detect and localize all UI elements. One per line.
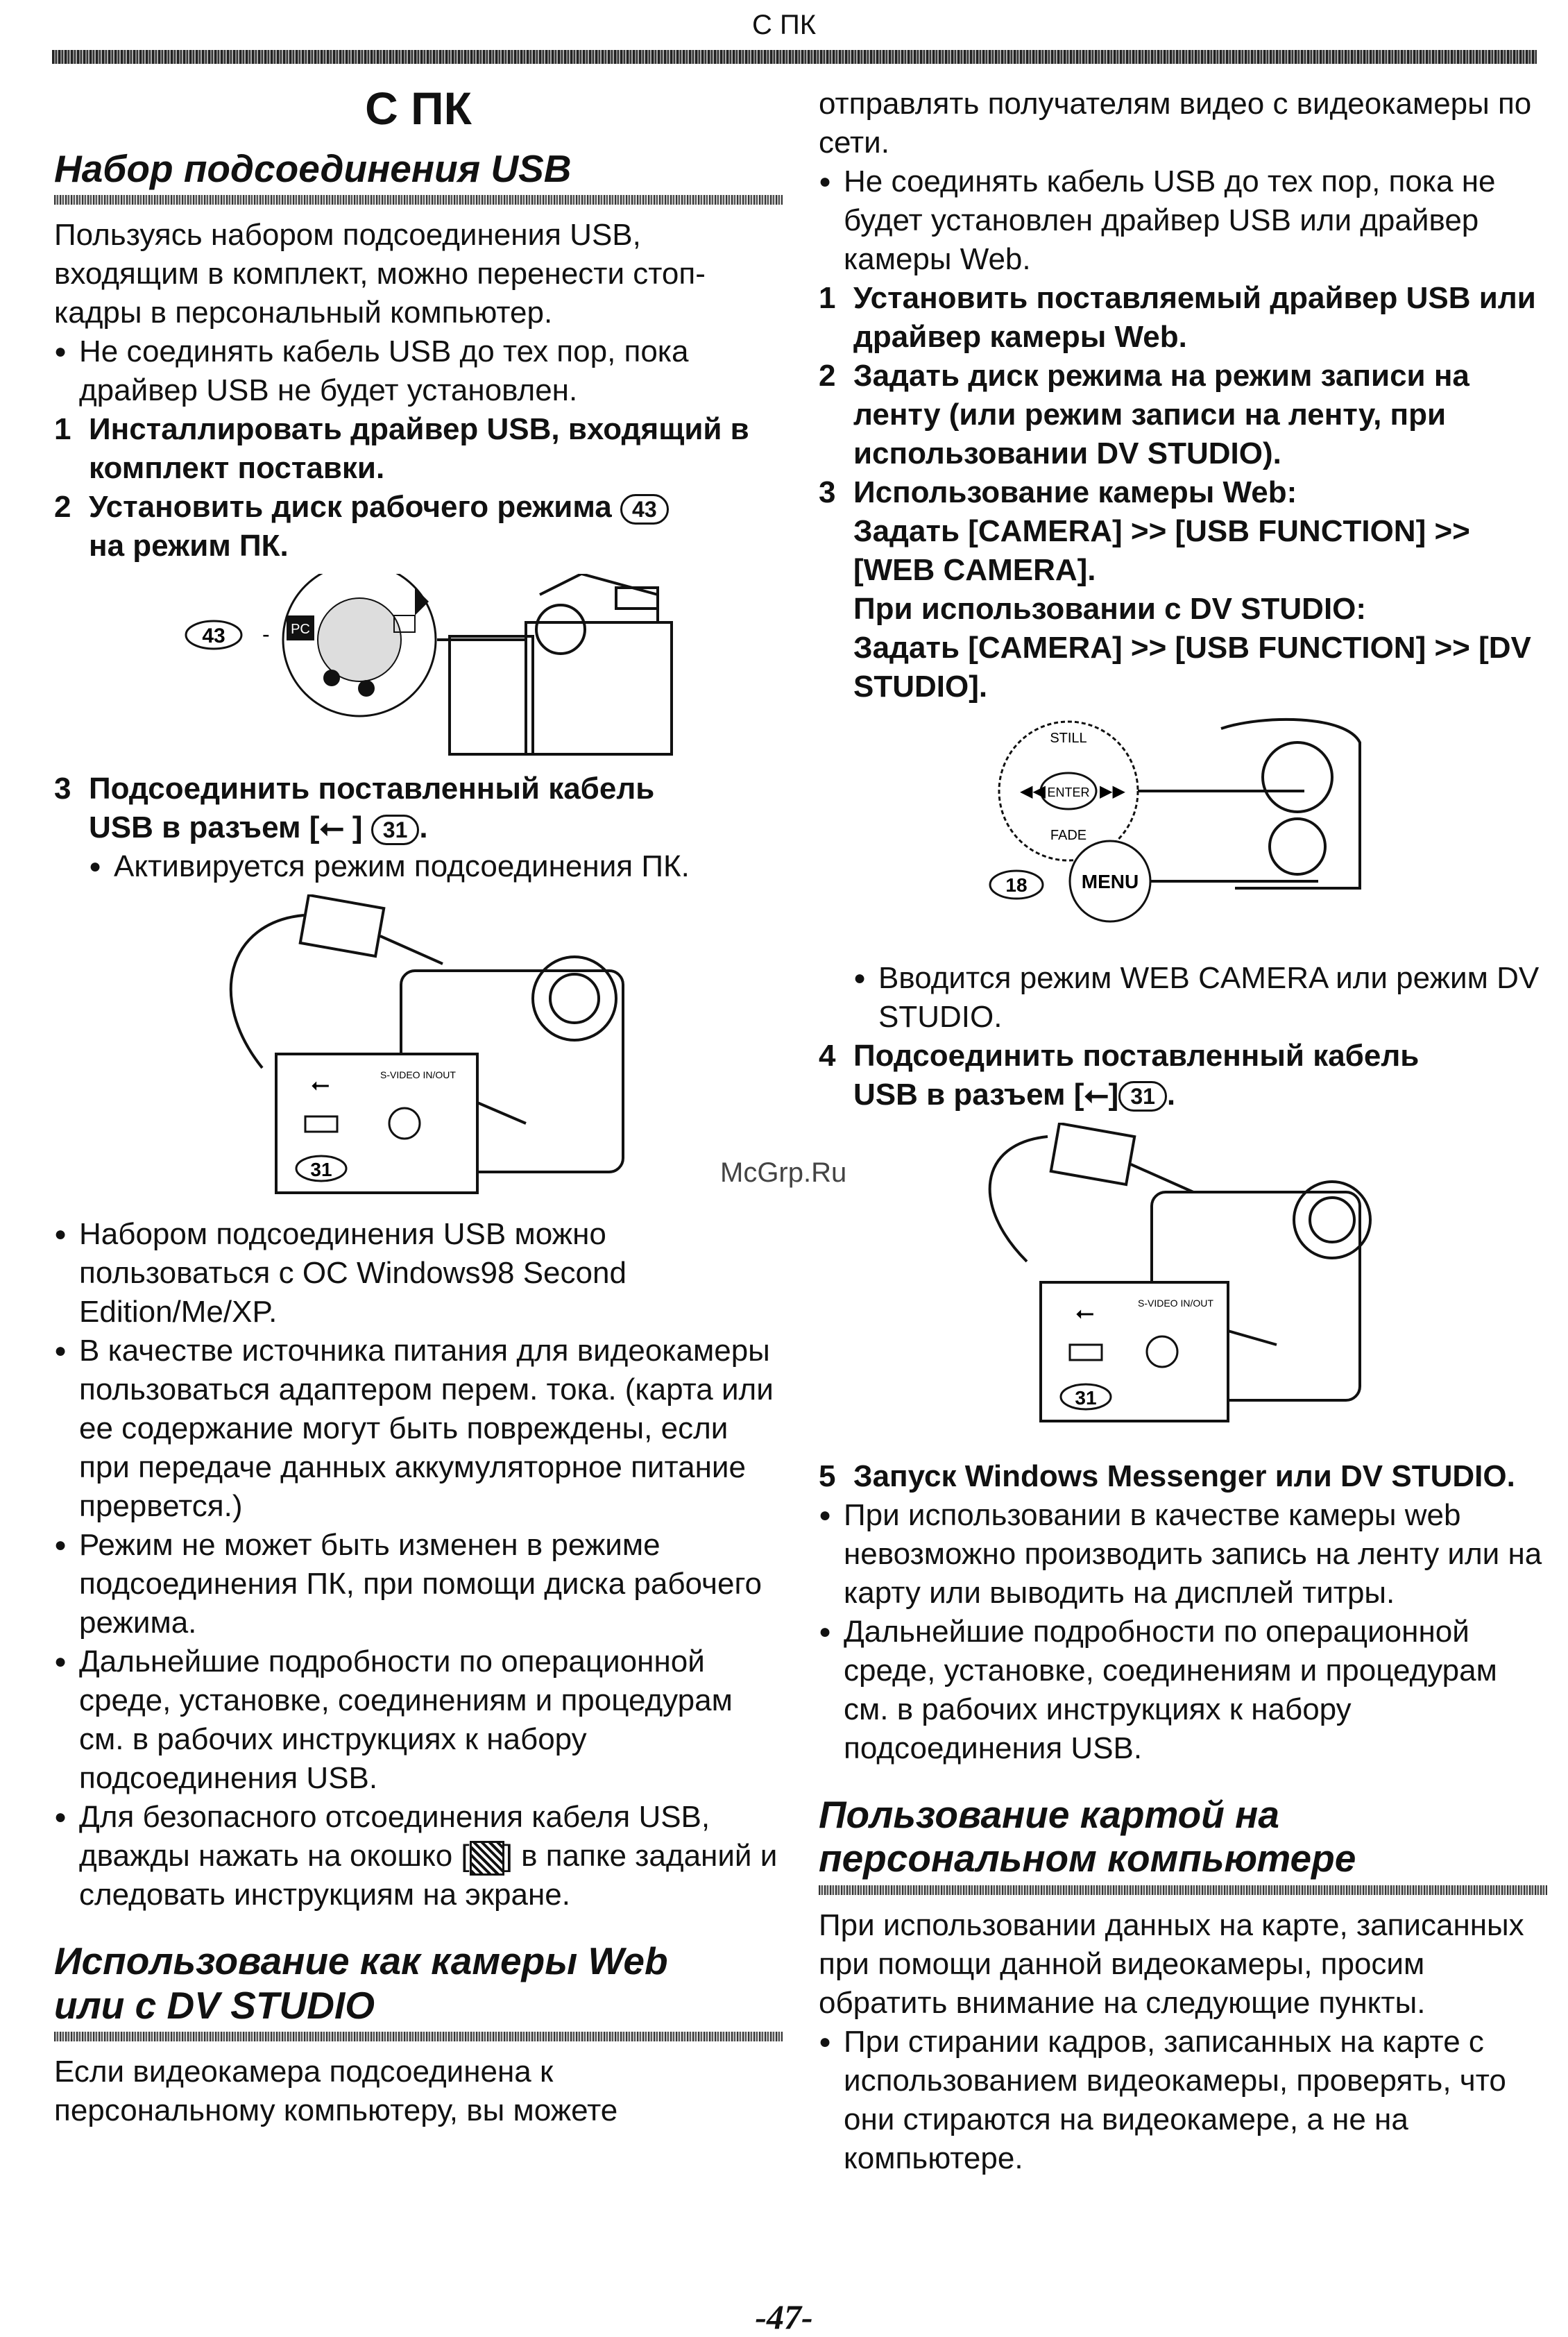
usb-step-1: 1 Инсталлировать драйвер USB, входящий в комплект поставки. — [54, 412, 749, 486]
page-title: С ПК — [365, 83, 472, 134]
usb-note: ● Дальнейшие подробности по операционной среде, установке, соединениям и процедурам см. в рабочих инструкциях к набору подсоединения USB. — [54, 1642, 783, 1798]
camcorder-icon — [1138, 720, 1360, 888]
usb-note: ● В качестве источника питания для видеокамеры пользоваться адаптером перем. тока. (карта или ее содержание могут быть повреждены, если при передаче данных аккумуляторное питание прервется.) — [54, 1332, 783, 1526]
section-rule — [54, 2032, 783, 2041]
card-pc-heading: Пользование картой на персональном компьютере — [819, 1793, 1356, 1880]
web-note: ● Дальнейшие подробности по операционной среде, установке, соединениям и процедурам см. в рабочих инструкциях к набору подсоединения USB. — [819, 1613, 1547, 1768]
usb-notes — [54, 1215, 783, 1914]
usb-connection-figure-2 — [819, 1123, 1547, 1449]
usb-step-3-bullet: ● Активируется режим подсоединения ПК. — [89, 847, 783, 886]
fig2-ref: 31 — [310, 1159, 332, 1181]
section-rule — [54, 195, 783, 205]
page-ref-badge: 31 — [1118, 1081, 1167, 1112]
fig2-svideo: S-VIDEO IN/OUT — [380, 1069, 456, 1081]
web-note: ● При использовании в качестве камеры web невозможно производить запись на ленту или на карту или выводить на дисплей титры. — [819, 1496, 1547, 1613]
header-rule — [52, 50, 1537, 64]
web-step-3: 3 Использование камеры Web: Задать [CAMERA] >> [USB FUNCTION] >> [WEB CAMERA]. При использовании с DV STUDIO: Задать [CAMERA] >> [USB FUNCTION] >> [DV STUDIO]. — [819, 475, 1531, 704]
usb-note: ● Для безопасного отсоединения кабеля USB, дважды нажать на окошко [ ] в папке заданий и следовать инструкциям на экране. — [54, 1798, 783, 1914]
usb-step-3: 3 Подсоединить поставленный кабель USB в разъем [⭠ ] 31 . — [54, 772, 655, 845]
usb-symbol-icon: ⭠ — [1084, 1078, 1109, 1112]
safe-remove-icon — [470, 1841, 504, 1876]
card-pc-intro: При использовании данных на карте, записанных при помощи данной видеокамеры, просим обратить внимание на следующие пункты. — [819, 1907, 1524, 2020]
web-step-5: 5 Запуск Windows Messenger или DV STUDIO. — [819, 1459, 1515, 1493]
usb-note: ● Режим не может быть изменен в режиме подсоединения ПК, при помощи диска рабочего режима. — [54, 1526, 783, 1642]
running-head: С ПК — [751, 10, 817, 40]
fig1-pc: PC — [291, 622, 310, 638]
usb-kit-bullet: ● Не соединять кабель USB до тех пор, пока драйвер USB не будет установлен. — [54, 332, 783, 410]
usb-kit-heading: Набор подсоединения USB — [54, 147, 572, 190]
fig3-ref: 18 — [1005, 874, 1028, 896]
web-camera-heading: Использование как камеры Web или с DV STUDIO — [54, 1939, 668, 2027]
web-step-3-bullet: ● Вводится режим WEB CAMERA или режим DV STUDIO. — [853, 959, 1547, 1037]
usb-kit-intro: Пользуясь набором подсоединения USB, входящим в комплект, можно перенести стоп-кадры в персональный компьютер. — [54, 218, 706, 330]
card-pc-bullet: ● При стирании кадров, записанных на карте с использованием видеокамеры, проверять, что они стираются на видеокамере, а не на компьютере. — [819, 2023, 1547, 2178]
page-number: -47- — [755, 2297, 813, 2336]
web-camera-intro: Если видеокамера подсоединена к персональному компьютеру, вы можете — [54, 2054, 618, 2127]
web-step-4: 4 Подсоединить поставленный кабель USB в разъем [⭠] 31 . — [819, 1039, 1420, 1112]
fig4-svideo: S-VIDEO IN/OUT — [1138, 1298, 1213, 1309]
fig3-fade: FADE — [1050, 828, 1087, 843]
usb-note: ● Набором подсоединения USB можно пользоваться с ОС Windows98 Second Edition/Me/XP. — [54, 1215, 783, 1332]
left-column — [54, 82, 783, 2130]
usb-symbol-icon: ⭠ — [319, 810, 344, 845]
section-rule — [819, 1885, 1547, 1895]
mode-dial-figure — [54, 574, 783, 761]
fig4-ref: 31 — [1075, 1387, 1097, 1409]
fig3-menu: MENU — [1081, 871, 1139, 892]
fig4-usb-sym: ⭠ — [1075, 1300, 1095, 1326]
web-camera-bullet: ● Не соединять кабель USB до тех пор, пока не будет установлен драйвер USB или драйвер камеры Web. — [819, 162, 1547, 279]
right-column — [819, 85, 1547, 2178]
watermark: McGrp.Ru — [720, 1157, 847, 1188]
dash-glyph: - — [262, 622, 270, 647]
control-pad-figure — [819, 715, 1547, 951]
camcorder-icon — [450, 574, 672, 754]
web-step-2: 2 Задать диск режима на режим записи на ленту (или режим записи на ленту, при использовании DV STUDIO). — [819, 359, 1469, 470]
usb-step-2: 2 Установить диск рабочего режима 43 на режим ПК. — [54, 488, 783, 566]
fig2-usb-sym: ⭠ — [311, 1071, 330, 1098]
page-ref-badge: 43 — [620, 494, 669, 525]
fast-forward-icon: ▶▶ — [1100, 782, 1125, 801]
web-step-1: 1 Установить поставляемый драйвер USB или драйвер камеры Web. — [819, 281, 1536, 354]
rewind-icon: ◀◀ — [1020, 782, 1046, 801]
page-ref-badge: 31 — [371, 815, 420, 845]
fig3-still: STILL — [1050, 731, 1087, 746]
fig3-enter: ENTER — [1047, 785, 1090, 799]
web-camera-intro-cont: отправлять получателям видео с видеокамеры по сети. — [819, 87, 1532, 160]
usb-connection-figure — [54, 894, 783, 1207]
fig1-ref: 43 — [202, 624, 225, 648]
